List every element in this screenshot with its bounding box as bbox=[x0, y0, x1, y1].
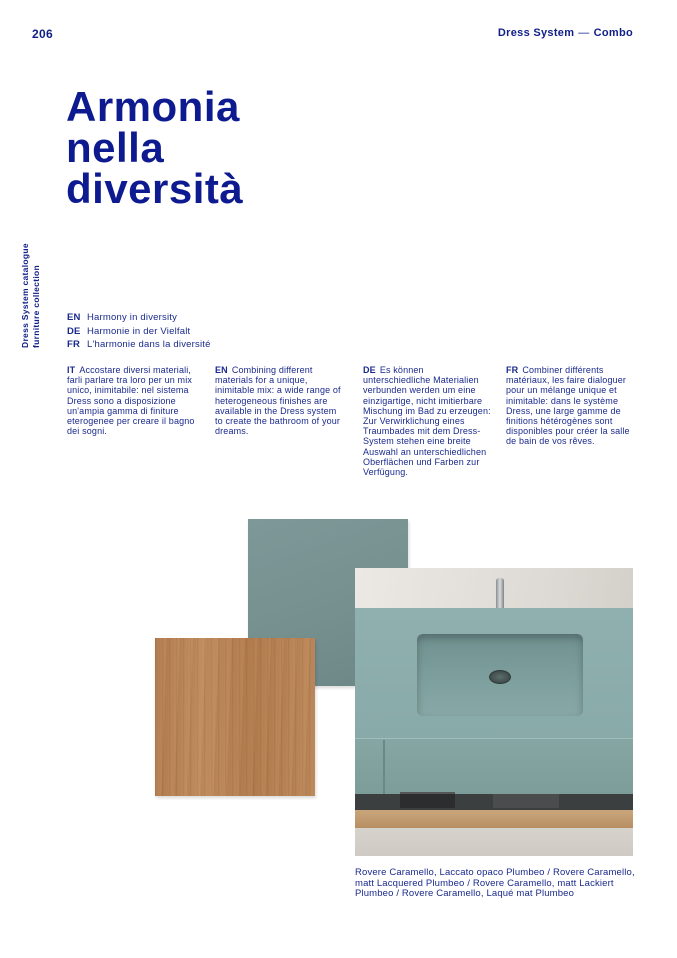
column-lang-code: IT bbox=[67, 365, 76, 375]
subtitle-text: L'harmonie dans la diversité bbox=[87, 339, 211, 350]
column-text: Combiner différents matériaux, les faire dialoguer pour un mélange unique et inimitable: dans le système Dress, une large gamme de finitions hétérogènes sont disponibles pour créer la salle de bain de vos rêves. bbox=[506, 365, 630, 447]
title-line-1: Armonia bbox=[66, 83, 240, 130]
column-text: Combining different materials for a unique, inimitable mix: a wide range of heterogeneous finishes are available in the Dress system to create the bathroom of your dreams. bbox=[215, 365, 341, 437]
washbasin-photo bbox=[355, 568, 633, 856]
side-label-line-1: Dress System catalogue bbox=[20, 243, 30, 348]
header-subsection: Combo bbox=[593, 27, 633, 39]
body-column-it bbox=[67, 365, 202, 436]
subtitle-en bbox=[67, 311, 211, 325]
translated-subtitles bbox=[67, 311, 211, 352]
subtitle-text: Harmony in diversity bbox=[87, 312, 178, 323]
storage-basket bbox=[493, 794, 559, 808]
subtitle-lang-code: DE bbox=[67, 325, 81, 337]
column-lang-code: FR bbox=[506, 365, 519, 375]
column-text: Accostare diversi materiali, farli parlare tra loro per un mix unico, inimitabile: nel sistema Dress sono a disposizione un'ampia gamma di finiture eterogenee per creare il bagno dei sogni. bbox=[67, 365, 195, 437]
column-text: Es können unterschiedliche Materialien verbunden werden um eine einzigartige, nicht imitierbare Mischung im Bad zu erzeugen: Zur Verwirklichung eines Traumbades mit dem Dress-System stehen eine breite Auswahl an unterschiedlichen Oberflächen und Farben zur Verfügung. bbox=[363, 365, 491, 478]
side-label-line-2: furniture collection bbox=[31, 265, 41, 348]
body-column-en bbox=[215, 365, 345, 436]
photo-caption: Rovere Caramello, Laccato opaco Plumbeo / Rovere Caramello, matt Lacquered Plumbeo / Rovere Caramello, matt Lackiert Plumbeo / Rovere Caramello, Laqué mat Plumbeo bbox=[355, 867, 635, 899]
title-line-2: nella bbox=[66, 124, 165, 171]
header-separator: — bbox=[578, 27, 590, 39]
storage-basket bbox=[400, 792, 455, 808]
page-number: 206 bbox=[32, 27, 53, 41]
drain-icon bbox=[489, 670, 511, 684]
header-section: Dress System bbox=[497, 27, 575, 39]
drawer-split bbox=[383, 740, 385, 794]
subtitle-de bbox=[67, 325, 211, 339]
rovere-caramello-wood-swatch bbox=[155, 638, 315, 796]
subtitle-text: Harmonie in der Vielfalt bbox=[87, 325, 191, 337]
running-header bbox=[498, 27, 633, 39]
page-title bbox=[66, 83, 244, 212]
body-column-de bbox=[363, 365, 493, 477]
column-lang-code: EN bbox=[215, 365, 228, 375]
vanity-front bbox=[355, 738, 633, 794]
photo-floor bbox=[355, 828, 633, 856]
body-column-fr bbox=[506, 365, 641, 447]
vertical-side-label bbox=[20, 243, 42, 348]
subtitle-lang-code: EN bbox=[67, 312, 81, 323]
wood-shelf bbox=[355, 810, 633, 828]
subtitle-lang-code: FR bbox=[67, 339, 81, 350]
subtitle-fr bbox=[67, 338, 211, 352]
column-lang-code: DE bbox=[363, 365, 376, 375]
title-line-3: diversità bbox=[66, 165, 244, 212]
